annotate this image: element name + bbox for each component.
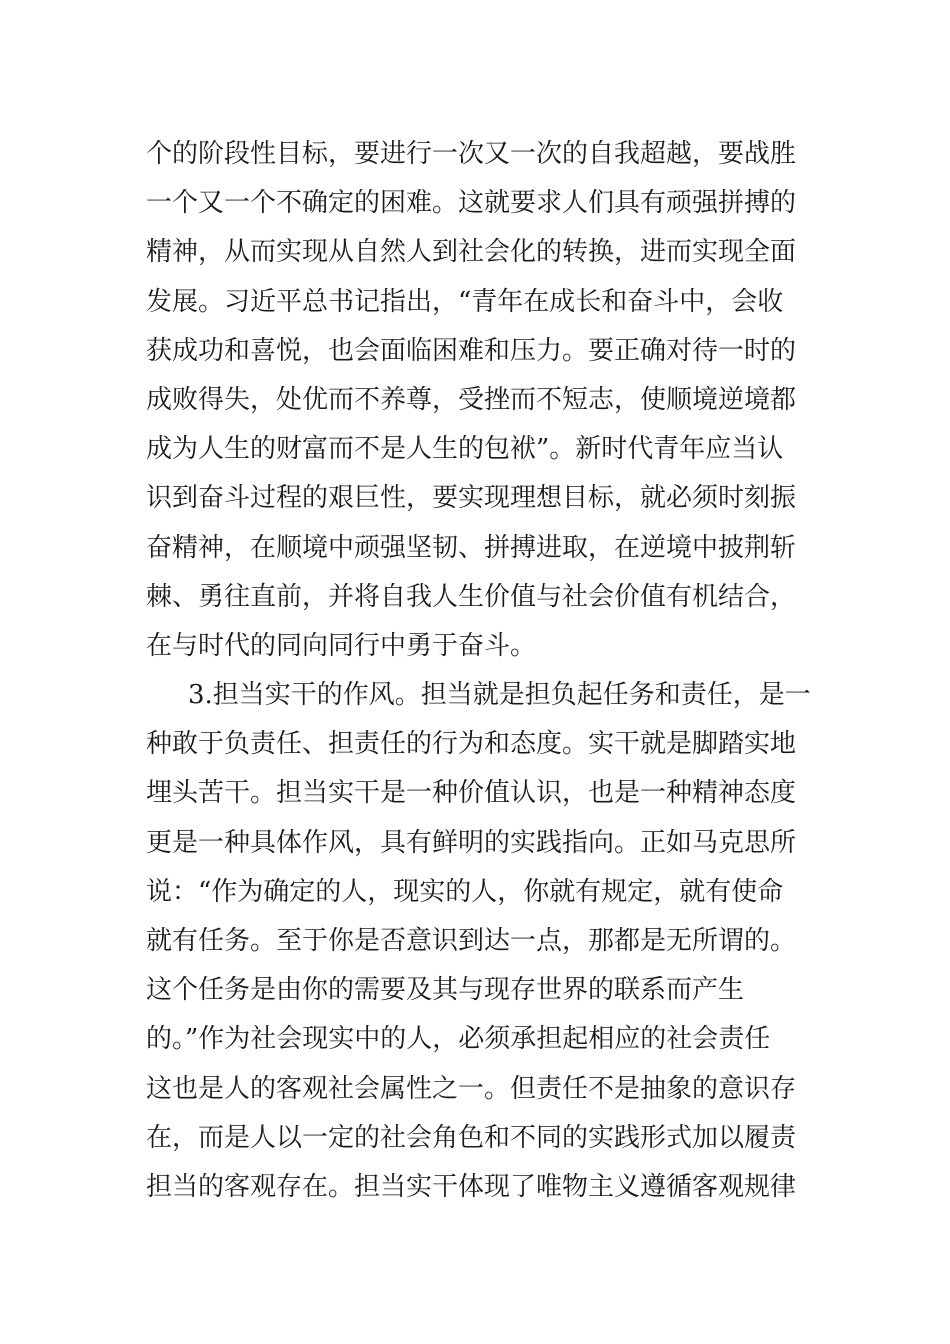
text-line: 更是一种具体作风，具有鲜明的实践指向。正如马克思所 bbox=[146, 827, 797, 858]
section-heading-line: 3.担当实干的作风。担当就是担负起任务和责任，是一 bbox=[188, 680, 811, 711]
text-line: 个的阶段性目标，要进行一次又一次的自我超越，要战胜 bbox=[146, 139, 797, 169]
text-line: 奋精神，在顺境中顽强坚韧、拼搏进取，在逆境中披荆斩 bbox=[146, 532, 797, 563]
text-line: 棘、勇往直前，并将自我人生价值与社会价值有机结合， bbox=[146, 581, 797, 612]
text-line: 种敢于负责任、担责任的行为和态度。实干就是脚踏实地 bbox=[146, 729, 797, 760]
text-line: 的。”作为社会现实中的人，必须承担起相应的社会责任 bbox=[146, 1024, 771, 1055]
text-line: 在与时代的同向同行中勇于奋斗。 bbox=[146, 630, 537, 661]
text-line: 这个任务是由你的需要及其与现存世界的联系而产生 bbox=[146, 975, 745, 1006]
text-line: 成为人生的财富而不是人生的包袱”。新时代青年应当认 bbox=[146, 434, 784, 465]
text-line: 精神，从而实现从自然人到社会化的转换，进而实现全面 bbox=[146, 237, 797, 268]
text-line: 在，而是人以一定的社会角色和不同的实践形式加以履责 bbox=[146, 1122, 797, 1153]
text-line: 担当的客观存在。担当实干体现了唯物主义遵循客观规律 bbox=[146, 1171, 797, 1202]
body-text bbox=[146, 130, 811, 1212]
text-line: 就有任务。至于你是否意识到达一点，那都是无所谓的。 bbox=[146, 926, 797, 956]
text-line: 这也是人的客观社会属性之一。但责任不是抽象的意识存 bbox=[146, 1073, 797, 1104]
text-line: 成败得失，处优而不养尊，受挫而不短志，使顺境逆境都 bbox=[146, 384, 797, 415]
text-line: 说：“作为确定的人，现实的人，你就有规定，就有使命 bbox=[146, 876, 784, 907]
text-line: 埋头苦干。担当实干是一种价值认识，也是一种精神态度 bbox=[146, 778, 797, 809]
text-line: 获成功和喜悦，也会面临困难和压力。要正确对待一时的 bbox=[146, 335, 797, 366]
text-line: 一个又一个不确定的困难。这就要求人们具有顽强拼搏的 bbox=[146, 188, 797, 219]
text-line: 识到奋斗过程的艰巨性，要实现理想目标，就必须时刻振 bbox=[146, 483, 797, 514]
text-line: 发展。习近平总书记指出，“青年在成长和奋斗中，会收 bbox=[146, 286, 784, 317]
